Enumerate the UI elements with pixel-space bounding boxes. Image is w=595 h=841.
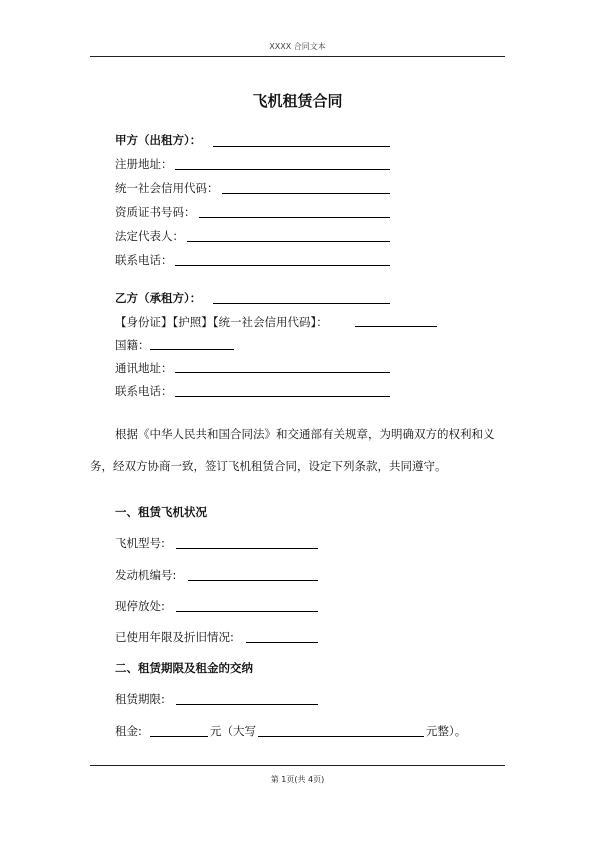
blank-line <box>176 611 318 612</box>
party-b-field-label: 国籍： <box>115 338 150 352</box>
rent-end-text: 元整）。 <box>426 724 467 738</box>
document-title: 飞机租赁合同 <box>252 92 343 110</box>
party-a-field-label: 资质证书号码： <box>115 205 196 219</box>
footer-rule <box>90 765 505 766</box>
blank-line <box>199 217 390 218</box>
header-rule <box>90 56 505 57</box>
blank-line <box>150 736 208 737</box>
section-field-label: 发动机编号: <box>115 568 177 582</box>
blank-line <box>176 704 318 705</box>
preamble-line: 务，经双方协商一致，签订飞机租赁合同，设定下列条款，共同遵守。 <box>90 459 447 473</box>
party-a-field-label: 统一社会信用代码： <box>115 181 219 195</box>
blank-line <box>213 303 390 304</box>
party-a-field-label: 法定代表人： <box>115 229 184 243</box>
section-field-label: 飞机型号: <box>115 536 165 550</box>
blank-line <box>222 193 390 194</box>
blank-line <box>188 580 318 581</box>
party-a-field-label: 注册地址： <box>115 157 173 171</box>
blank-line <box>150 349 234 350</box>
blank-line <box>246 642 318 643</box>
running-header: XXXX 合同文本 <box>269 42 326 51</box>
blank-line <box>176 548 318 549</box>
section-field-label: 已使用年限及折旧情况: <box>115 630 234 644</box>
blank-line <box>175 372 390 373</box>
section-field-label: 租赁期限: <box>115 692 165 706</box>
section-heading: 一、租赁飞机状况 <box>115 505 207 519</box>
section-heading: 二、租赁期限及租金的交纳 <box>115 661 253 675</box>
party-b-heading: 乙方（承租方）： <box>115 291 202 305</box>
blank-line <box>175 265 390 266</box>
blank-line <box>355 326 437 327</box>
blank-line <box>175 396 390 397</box>
blank-line <box>175 169 390 170</box>
party-b-field-label: 联系电话： <box>115 384 173 398</box>
blank-line <box>187 241 390 242</box>
section-field-label: 现停放处: <box>115 599 165 613</box>
blank-line <box>213 146 390 147</box>
party-a-field-label: 联系电话： <box>115 253 173 267</box>
blank-line <box>258 736 424 737</box>
rent-unit-text: 元（大写 <box>210 724 256 738</box>
rent-label: 租金: <box>115 724 142 738</box>
party-a-heading: 甲方（出租方）： <box>115 133 202 147</box>
party-b-field-label: 通讯地址： <box>115 361 173 375</box>
page-number: 第 1页(共 4页) <box>270 775 325 784</box>
party-b-field-label: 【身份证】【护照】【统一社会信用代码】： <box>115 315 328 329</box>
preamble-line: 根据《中华人民共和国合同法》和交通部有关规章，为明确双方的权利和义 <box>115 427 495 441</box>
